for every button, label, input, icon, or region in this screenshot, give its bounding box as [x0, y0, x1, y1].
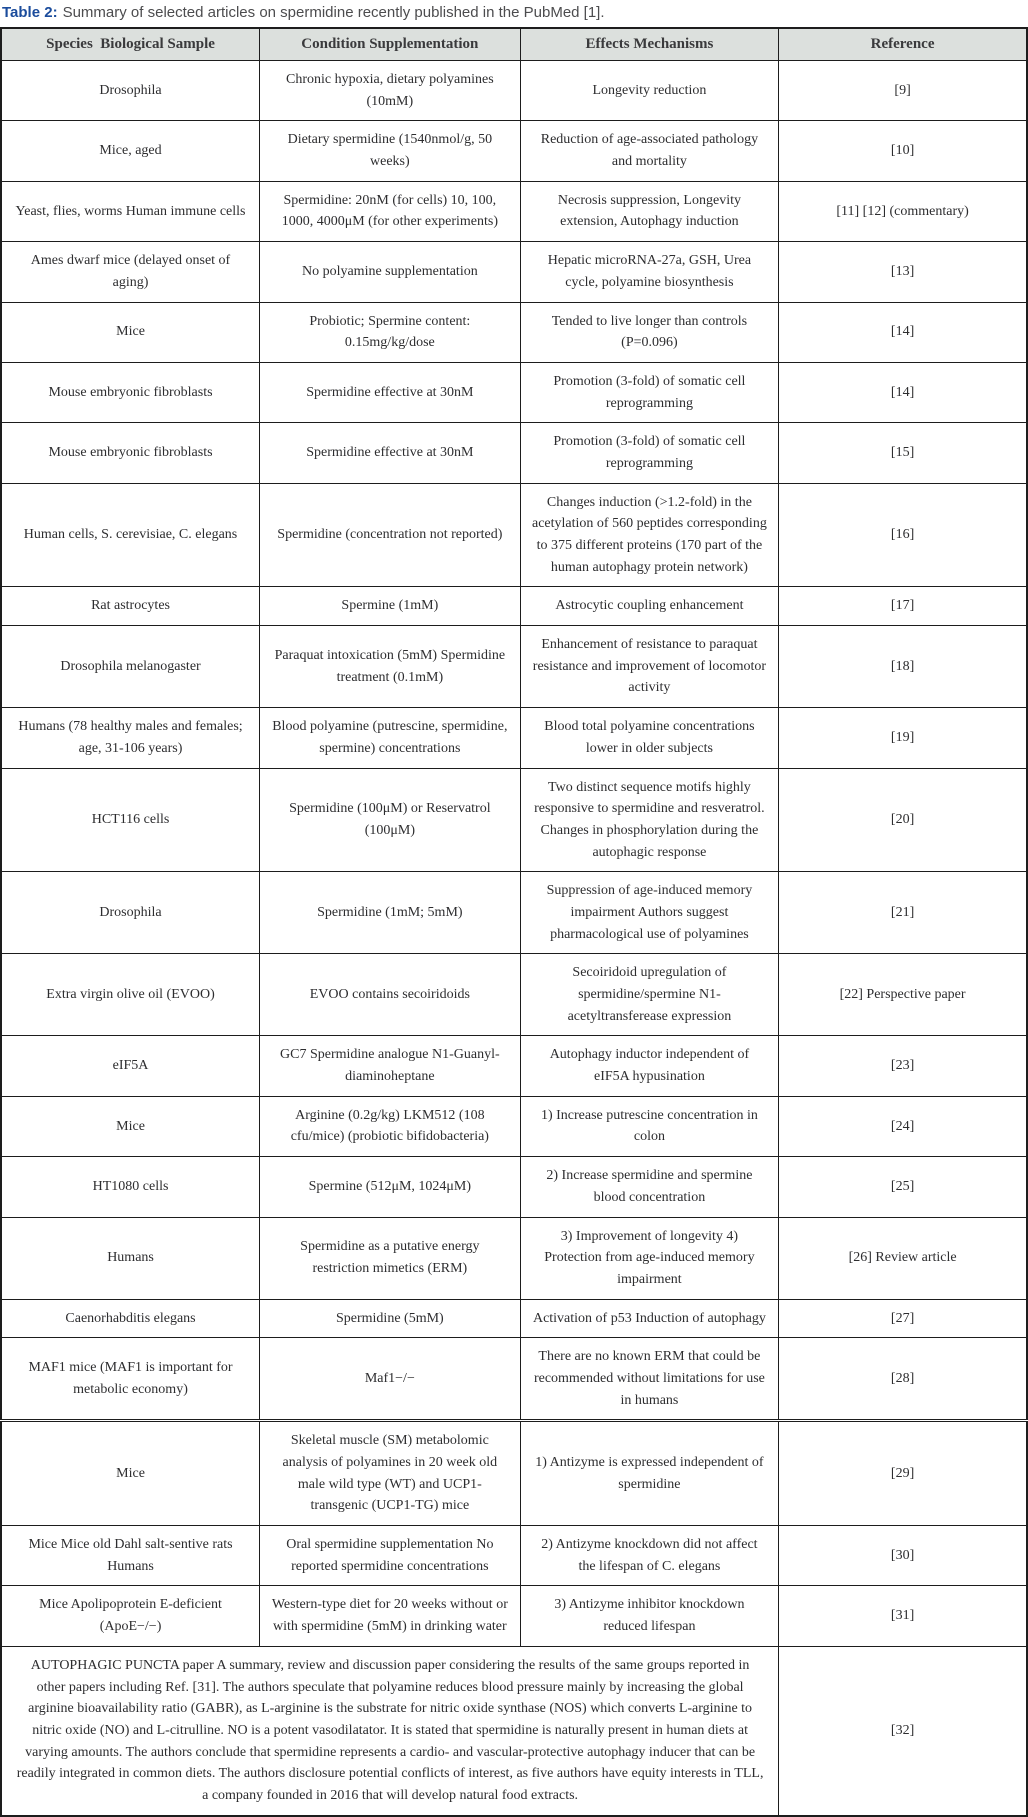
table-row — [1, 626, 1027, 708]
table-row — [1, 362, 1027, 422]
effects-cell: Blood total polyamine concentrations lower in older subjects — [520, 708, 779, 768]
effects-cell: 1) Antizyme is expressed independent of spermidine — [520, 1421, 779, 1526]
condition-cell: Spermidine (5mM) — [260, 1299, 521, 1338]
reference-cell: [16] — [779, 483, 1027, 587]
condition-cell: Western-type diet for 20 weeks without or with spermidine (5mM) in drinking water — [260, 1586, 521, 1646]
species-cell: HT1080 cells — [1, 1157, 260, 1217]
species-cell: Rat astrocytes — [1, 587, 260, 626]
table-row — [1, 1646, 1027, 1815]
species-cell: Drosophila melanogaster — [1, 626, 260, 708]
species-cell: Mice — [1, 1421, 260, 1526]
species-cell: MAF1 mice (MAF1 is important for metabolic economy) — [1, 1338, 260, 1421]
condition-cell: Spermidine (100μM) or Reservatrol (100μM) — [260, 768, 521, 872]
effects-cell: Astrocytic coupling enhancement — [520, 587, 779, 626]
table-row — [1, 1586, 1027, 1646]
table-body — [1, 61, 1027, 1816]
species-cell: Mice Apolipoprotein E-deficient (ApoE−/−) — [1, 1586, 260, 1646]
condition-cell: Spermine (1mM) — [260, 587, 521, 626]
condition-cell: Dietary spermidine (1540nmol/g, 50 weeks) — [260, 121, 521, 181]
effects-cell: Enhancement of resistance to paraquat resistance and improvement of locomotor activity — [520, 626, 779, 708]
species-cell: HCT116 cells — [1, 768, 260, 872]
table-row — [1, 587, 1027, 626]
reference-cell: [30] — [779, 1526, 1027, 1586]
col-header-reference: Reference — [779, 28, 1027, 61]
species-cell: Drosophila — [1, 872, 260, 954]
condition-cell: Probiotic; Spermine content: 0.15mg/kg/dose — [260, 302, 521, 362]
species-cell: Extra virgin olive oil (EVOO) — [1, 954, 260, 1036]
reference-cell: [25] — [779, 1157, 1027, 1217]
reference-cell: [29] — [779, 1421, 1027, 1526]
effects-cell: Reduction of age-associated pathology and mortality — [520, 121, 779, 181]
table-row — [1, 1526, 1027, 1586]
effects-cell: Two distinct sequence motifs highly responsive to spermidine and resveratrol. Changes in phosphorylation during the autophagic response — [520, 768, 779, 872]
table-row — [1, 1338, 1027, 1421]
species-cell: Mouse embryonic fibroblasts — [1, 362, 260, 422]
species-cell: Mouse embryonic fibroblasts — [1, 423, 260, 483]
table-row — [1, 1096, 1027, 1156]
reference-cell: [11] [12] (commentary) — [779, 181, 1027, 241]
table-row — [1, 302, 1027, 362]
table-row — [1, 61, 1027, 121]
table-row — [1, 1036, 1027, 1096]
condition-cell: Spermidine effective at 30nM — [260, 362, 521, 422]
caption-text: Summary of selected articles on spermidine recently published in the PubMed [1]. — [62, 4, 605, 21]
condition-cell: Spermidine effective at 30nM — [260, 423, 521, 483]
species-cell: Humans (78 healthy males and females; age, 31-106 years) — [1, 708, 260, 768]
table-row — [1, 483, 1027, 587]
effects-cell: Hepatic microRNA-27a, GSH, Urea cycle, polyamine biosynthesis — [520, 242, 779, 302]
condition-cell: EVOO contains secoiridoids — [260, 954, 521, 1036]
table-header-row — [1, 28, 1027, 61]
reference-cell: [24] — [779, 1096, 1027, 1156]
species-cell: Ames dwarf mice (delayed onset of aging) — [1, 242, 260, 302]
reference-cell: [13] — [779, 242, 1027, 302]
condition-cell: Chronic hypoxia, dietary polyamines (10mM) — [260, 61, 521, 121]
table-row — [1, 1421, 1027, 1526]
condition-cell: GC7 Spermidine analogue N1-Guanyl-diaminoheptane — [260, 1036, 521, 1096]
species-cell: Human cells, S. cerevisiae, C. elegans — [1, 483, 260, 587]
condition-cell: Spermine (512μM, 1024μM) — [260, 1157, 521, 1217]
condition-cell: Maf1−/− — [260, 1338, 521, 1421]
table-caption — [0, 0, 1028, 27]
species-cell: Mice Mice old Dahl salt-sentive rats Humans — [1, 1526, 260, 1586]
condition-cell: Spermidine (1mM; 5mM) — [260, 872, 521, 954]
reference-cell: [10] — [779, 121, 1027, 181]
reference-cell: [26] Review article — [779, 1217, 1027, 1299]
col-header-effects: Effects Mechanisms — [520, 28, 779, 61]
condition-cell: No polyamine supplementation — [260, 242, 521, 302]
condition-cell: Blood polyamine (putrescine, spermidine, spermine) concentrations — [260, 708, 521, 768]
effects-cell: Promotion (3-fold) of somatic cell reprogramming — [520, 423, 779, 483]
condition-cell: Spermidine (concentration not reported) — [260, 483, 521, 587]
reference-cell: [15] — [779, 423, 1027, 483]
reference-cell: [28] — [779, 1338, 1027, 1421]
effects-cell: Tended to live longer than controls (P=0.096) — [520, 302, 779, 362]
table-row — [1, 1299, 1027, 1338]
effects-cell: 1) Increase putrescine concentration in colon — [520, 1096, 779, 1156]
effects-cell: Secoiridoid upregulation of spermidine/spermine N1-acetyltransferease expression — [520, 954, 779, 1036]
species-cell: Humans — [1, 1217, 260, 1299]
reference-cell: [21] — [779, 872, 1027, 954]
condition-cell: Oral spermidine supplementation No reported spermidine concentrations — [260, 1526, 521, 1586]
species-cell: Caenorhabditis elegans — [1, 1299, 260, 1338]
reference-cell: [22] Perspective paper — [779, 954, 1027, 1036]
table-row — [1, 242, 1027, 302]
effects-cell: 2) Increase spermidine and spermine blood concentration — [520, 1157, 779, 1217]
table-row — [1, 954, 1027, 1036]
effects-cell: Changes induction (>1.2-fold) in the acetylation of 560 peptides corresponding to 375 different proteins (170 part of the human autophagy protein network) — [520, 483, 779, 587]
reference-cell: [27] — [779, 1299, 1027, 1338]
condition-cell: Spermidine: 20nM (for cells) 10, 100, 1000, 4000μM (for other experiments) — [260, 181, 521, 241]
reference-cell: [14] — [779, 302, 1027, 362]
col-header-condition: Condition Supplementation — [260, 28, 521, 61]
species-cell: Mice, aged — [1, 121, 260, 181]
effects-cell: Suppression of age-induced memory impairment Authors suggest pharmacological use of polyamines — [520, 872, 779, 954]
reference-cell: [17] — [779, 587, 1027, 626]
reference-cell: [23] — [779, 1036, 1027, 1096]
effects-cell: Autophagy inductor independent of eIF5A hypusination — [520, 1036, 779, 1096]
effects-cell: Necrosis suppression, Longevity extension, Autophagy induction — [520, 181, 779, 241]
col-header-species: Species Biological Sample — [1, 28, 260, 61]
reference-cell: [31] — [779, 1586, 1027, 1646]
articles-table — [0, 27, 1028, 1817]
table-row — [1, 872, 1027, 954]
reference-cell: [19] — [779, 708, 1027, 768]
species-cell: Drosophila — [1, 61, 260, 121]
species-cell: Mice — [1, 1096, 260, 1156]
caption-label: Table 2: — [2, 4, 58, 21]
reference-cell: [32] — [779, 1646, 1027, 1815]
reference-cell: [14] — [779, 362, 1027, 422]
table-row — [1, 768, 1027, 872]
condition-cell: Arginine (0.2g/kg) LKM512 (108 cfu/mice) (probiotic bifidobacteria) — [260, 1096, 521, 1156]
reference-cell: [9] — [779, 61, 1027, 121]
table-row — [1, 423, 1027, 483]
reference-cell: [18] — [779, 626, 1027, 708]
condition-cell: Skeletal muscle (SM) metabolomic analysis of polyamines in 20 week old male wild type (WT) and UCP1-transgenic (UCP1-TG) mice — [260, 1421, 521, 1526]
effects-cell: Longevity reduction — [520, 61, 779, 121]
reference-cell: [20] — [779, 768, 1027, 872]
effects-cell: 2) Antizyme knockdown did not affect the lifespan of C. elegans — [520, 1526, 779, 1586]
effects-cell: There are no known ERM that could be recommended without limitations for use in humans — [520, 1338, 779, 1421]
effects-cell: Promotion (3-fold) of somatic cell reprogramming — [520, 362, 779, 422]
effects-cell: 3) Improvement of longevity 4) Protection from age-induced memory impairment — [520, 1217, 779, 1299]
table-row — [1, 181, 1027, 241]
effects-cell: 3) Antizyme inhibitor knockdown reduced lifespan — [520, 1586, 779, 1646]
species-cell: Mice — [1, 302, 260, 362]
table-row — [1, 708, 1027, 768]
table-row — [1, 1157, 1027, 1217]
effects-cell: Activation of p53 Induction of autophagy — [520, 1299, 779, 1338]
note-cell: AUTOPHAGIC PUNCTA paper A summary, review and discussion paper considering the results of the same groups reported in other papers including Ref. [31]. The authors speculate that polyamine reduces blood pressure mainly by increasing the global arginine bioavailability ratio (GABR), as L-arginine is the substrate for nitric oxide synthase (NOS) which converts L-arginine to nitric oxide (NO) and L-citrulline. NO is a potent vasodilatator. It is stated that spermidine is naturally present in human diets at varying amounts. The authors conclude that spermidine represents a cardio- and vascular-protective autophagy inducer that can be readily integrated in common diets. The authors disclosure potential conflicts of interest, as five authors have equity interests in TLL, a company founded in 2016 that will develop natural food extracts. — [1, 1646, 779, 1815]
condition-cell: Paraquat intoxication (5mM) Spermidine treatment (0.1mM) — [260, 626, 521, 708]
species-cell: eIF5A — [1, 1036, 260, 1096]
species-cell: Yeast, flies, worms Human immune cells — [1, 181, 260, 241]
table-row — [1, 121, 1027, 181]
condition-cell: Spermidine as a putative energy restriction mimetics (ERM) — [260, 1217, 521, 1299]
table-row — [1, 1217, 1027, 1299]
